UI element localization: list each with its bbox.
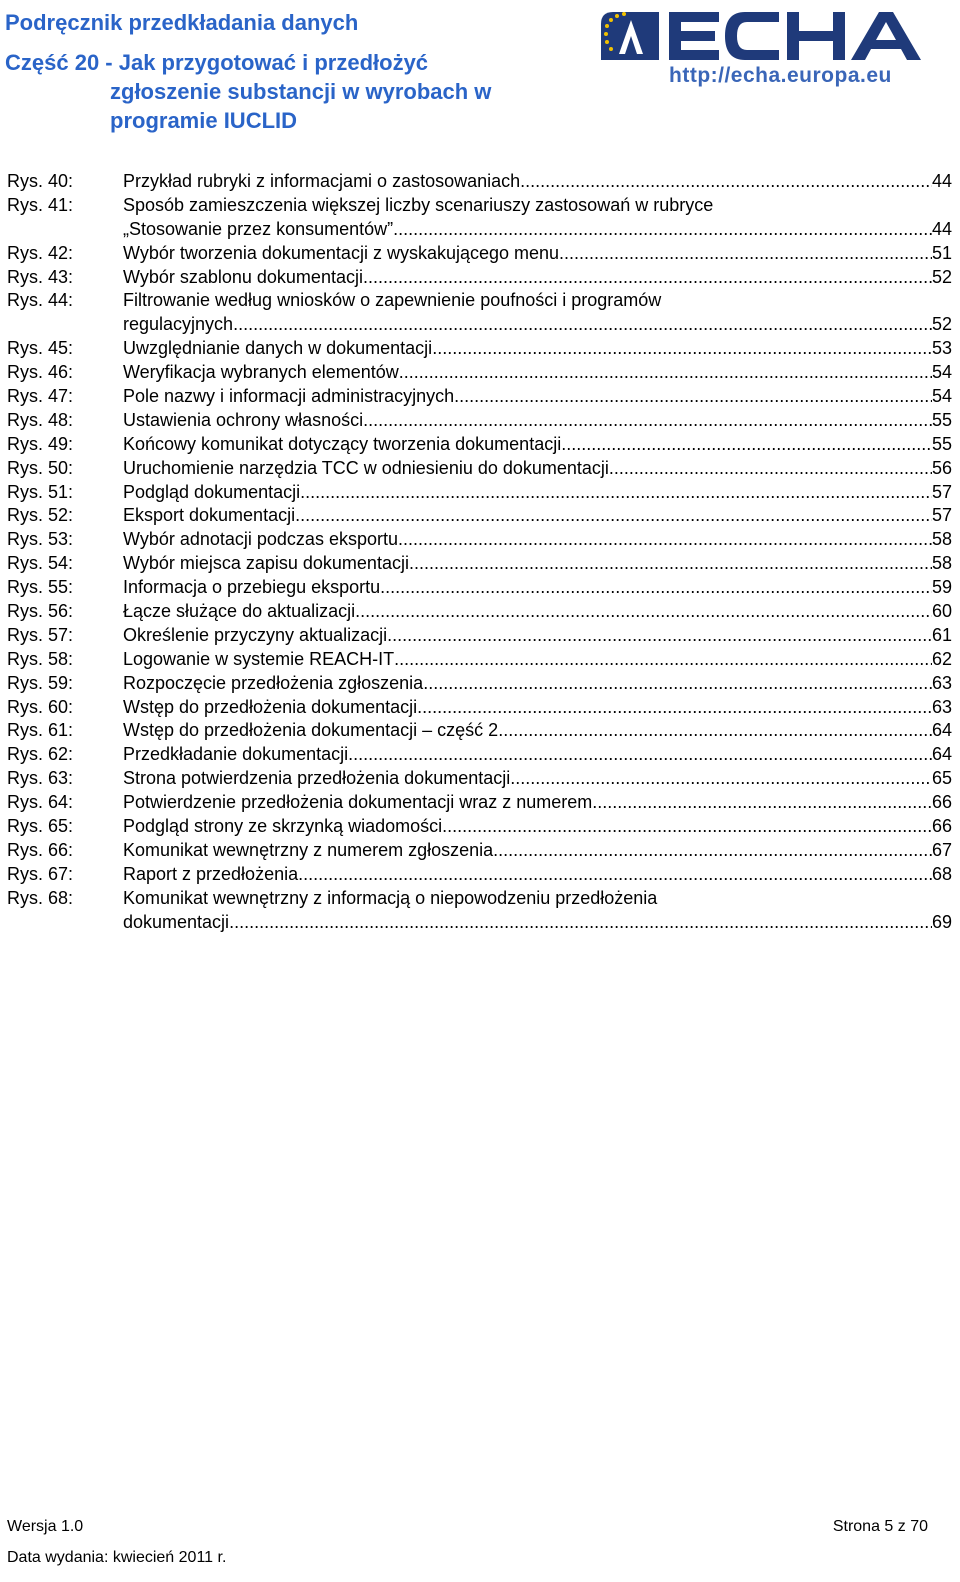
toc-entry-title: Łącze służące do aktualizacji [123, 601, 356, 622]
toc-page-number: 57 [931, 505, 952, 526]
toc-entry-title: Wybór tworzenia dokumentacji z wyskakującego menu [123, 242, 560, 263]
toc-entry-label: Rys. 48: [7, 409, 74, 430]
toc-entry-title: Strona potwierdzenia przedłożenia dokumentacji [123, 768, 511, 789]
toc-page-number: 54 [931, 386, 952, 407]
toc-entry-label: Rys. 64: [7, 792, 74, 813]
toc-entry[interactable] [0, 528, 960, 552]
toc-entry-title: Przykład rubryki z informacjami o zastosowaniach [123, 171, 521, 191]
toc-entry[interactable] [0, 266, 960, 290]
toc-entry-title: Rozpoczęcie przedłożenia zgłoszenia [123, 672, 424, 693]
toc-dot-leader [561, 433, 932, 457]
toc-entry-title: Komunikat wewnętrzny z informacją o niepowodzeniu przedłożenia [123, 887, 658, 908]
toc-entry[interactable] [0, 887, 960, 935]
toc-entry-title: Filtrowanie według wniosków o zapewnienie poufności i programów [123, 290, 662, 311]
toc-entry-title: Określenie przyczyny aktualizacji [123, 624, 388, 645]
toc-entry[interactable] [0, 719, 960, 743]
toc-entry-label: Rys. 47: [7, 386, 74, 407]
toc-page-number: 62 [931, 648, 952, 669]
toc-dot-leader [348, 743, 932, 767]
toc-dot-leader [298, 863, 932, 887]
toc-page-number: 66 [931, 816, 952, 837]
toc-entry[interactable] [0, 767, 960, 791]
echa-url: http://echa.europa.eu [669, 64, 892, 87]
toc-entry-label: Rys. 40: [7, 171, 74, 191]
toc-entry-label: Rys. 44: [7, 290, 74, 311]
toc-entry-label: Rys. 50: [7, 457, 74, 478]
toc-dot-leader [559, 242, 932, 266]
toc-page-number: 44 [931, 218, 952, 239]
toc-page-number: 53 [931, 338, 952, 359]
toc-dot-leader [295, 504, 932, 528]
toc-entry-title: Wybór szablonu dokumentacji [123, 266, 363, 287]
toc-entry-label: Rys. 45: [7, 338, 74, 359]
toc-dot-leader [409, 552, 932, 576]
toc-entry[interactable] [0, 170, 960, 194]
toc-entry-label: Rys. 43: [7, 266, 74, 287]
toc-entry-title: dokumentacji [123, 911, 230, 932]
toc-dot-leader [393, 218, 932, 242]
toc-entry-title: Końcowy komunikat dotyczący tworzenia dokumentacji [123, 433, 562, 454]
toc-dot-leader [394, 648, 932, 672]
toc-dot-leader [233, 313, 932, 337]
toc-entry-title: Weryfikacja wybranych elementów [123, 362, 399, 383]
list-of-figures [0, 170, 960, 935]
toc-page-number: 63 [931, 696, 952, 717]
toc-entry-label: Rys. 63: [7, 768, 74, 789]
toc-entry-title: Ustawienia ochrony własności [123, 409, 364, 430]
toc-dot-leader [520, 170, 932, 194]
toc-entry[interactable] [0, 289, 960, 337]
toc-entry-label: Rys. 49: [7, 433, 74, 454]
toc-entry-label: Rys. 68: [7, 887, 74, 908]
toc-dot-leader [229, 911, 932, 935]
toc-entry-label: Rys. 62: [7, 744, 74, 765]
toc-entry-label: Rys. 67: [7, 863, 74, 884]
toc-entry-title: Potwierdzenie przedłożenia dokumentacji wraz z numerem [123, 792, 593, 813]
toc-dot-leader [387, 624, 932, 648]
toc-entry[interactable] [0, 457, 960, 481]
toc-entry-label: Rys. 55: [7, 577, 74, 598]
toc-page-number: 51 [931, 242, 952, 263]
toc-entry-title: Wstęp do przedłożenia dokumentacji [123, 696, 418, 717]
toc-entry-label: Rys. 51: [7, 481, 74, 502]
toc-entry-title: Eksport dokumentacji [123, 505, 296, 526]
toc-entry[interactable] [0, 743, 960, 767]
toc-entry-label: Rys. 42: [7, 242, 74, 263]
toc-entry-title: Sposób zamieszczenia większej liczby scenariuszy zastosowań w rubryce [123, 194, 714, 215]
toc-dot-leader [398, 528, 932, 552]
toc-dot-leader [355, 600, 932, 624]
toc-entry-label: Rys. 65: [7, 816, 74, 837]
toc-entry-label: Rys. 53: [7, 529, 74, 550]
toc-page-number: 68 [931, 863, 952, 884]
document-subtitle-line3: programie IUCLID [110, 108, 298, 133]
toc-entry[interactable] [0, 624, 960, 648]
toc-page-number: 69 [931, 911, 952, 932]
toc-dot-leader [498, 719, 932, 743]
page-header [0, 0, 960, 150]
toc-entry-label: Rys. 57: [7, 624, 74, 645]
toc-dot-leader [300, 481, 932, 505]
toc-entry[interactable] [0, 194, 960, 242]
toc-entry-label: Rys. 61: [7, 720, 74, 741]
toc-entry[interactable] [0, 672, 960, 696]
toc-page-number: 63 [931, 672, 952, 693]
toc-entry[interactable] [0, 481, 960, 505]
toc-page-number: 44 [931, 171, 952, 191]
toc-entry[interactable] [0, 839, 960, 863]
toc-entry[interactable] [0, 409, 960, 433]
toc-entry-label: Rys. 58: [7, 648, 74, 669]
toc-page-number: 64 [931, 720, 952, 741]
toc-dot-leader [493, 839, 932, 863]
toc-entry-title: Pole nazwy i informacji administracyjnych [123, 386, 455, 407]
toc-entry-title: Wybór adnotacji podczas eksportu [123, 529, 398, 550]
toc-entry-title: Uruchomienie narzędzia TCC w odniesieniu do dokumentacji [123, 457, 609, 478]
toc-page-number: 65 [931, 768, 952, 789]
toc-page-number: 59 [931, 577, 952, 598]
toc-entry[interactable] [0, 648, 960, 672]
toc-entry-label: Rys. 54: [7, 553, 74, 574]
toc-entry[interactable] [0, 504, 960, 528]
toc-entry[interactable] [0, 600, 960, 624]
toc-dot-leader [423, 672, 932, 696]
toc-entry-title: Uwzględnianie danych w dokumentacji [123, 338, 433, 359]
toc-page-number: 57 [931, 481, 952, 502]
toc-entry-title: Raport z przedłożenia [123, 863, 299, 884]
document-subtitle-line1: Część 20 - Jak przygotować i przedłożyć [5, 50, 429, 75]
toc-entry-title: Wybór miejsca zapisu dokumentacji [123, 553, 409, 574]
toc-entry[interactable] [0, 337, 960, 361]
toc-entry-title: Podgląd strony ze skrzynką wiadomości [123, 816, 443, 837]
toc-entry[interactable] [0, 433, 960, 457]
echa-logo-mark-icon [597, 6, 957, 66]
toc-dot-leader [399, 361, 932, 385]
toc-entry-label: Rys. 46: [7, 362, 74, 383]
toc-entry[interactable] [0, 696, 960, 720]
toc-page-number: 54 [931, 362, 952, 383]
toc-entry-title: Logowanie w systemie REACH-IT [123, 648, 395, 669]
toc-dot-leader [363, 266, 932, 290]
toc-entry-label: Rys. 60: [7, 696, 74, 717]
toc-entry[interactable] [0, 791, 960, 815]
toc-entry[interactable] [0, 863, 960, 887]
toc-page-number: 55 [931, 433, 952, 454]
toc-entry-label: Rys. 56: [7, 601, 74, 622]
toc-dot-leader [592, 791, 932, 815]
toc-dot-leader [442, 815, 932, 839]
toc-entry[interactable] [0, 361, 960, 385]
toc-page-number: 55 [931, 409, 952, 430]
toc-entry[interactable] [0, 385, 960, 409]
toc-page-number: 56 [931, 457, 952, 478]
toc-page-number: 52 [931, 266, 952, 287]
toc-entry[interactable] [0, 815, 960, 839]
toc-entry[interactable] [0, 242, 960, 266]
toc-dot-leader [380, 576, 932, 600]
toc-entry-label: Rys. 52: [7, 505, 74, 526]
footer-date: Data wydania: kwiecień 2011 r. [7, 1549, 227, 1566]
toc-entry-label: Rys. 59: [7, 672, 74, 693]
echa-logo [597, 6, 957, 92]
toc-entry-title: regulacyjnych [123, 314, 234, 335]
toc-dot-leader [363, 409, 932, 433]
toc-entry-title: Podgląd dokumentacji [123, 481, 301, 502]
toc-page-number: 58 [931, 529, 952, 550]
footer-page-number: Strona 5 z 70 [832, 1518, 928, 1535]
toc-entry-title: Przedkładanie dokumentacji [123, 744, 349, 765]
toc-dot-leader [454, 385, 932, 409]
toc-page-number: 67 [931, 839, 952, 860]
toc-page-number: 58 [931, 553, 952, 574]
toc-dot-leader [609, 457, 932, 481]
document-title: Podręcznik przedkładania danych [5, 10, 359, 35]
footer-version: Wersja 1.0 [7, 1518, 84, 1535]
toc-page-number: 61 [931, 624, 952, 645]
toc-entry[interactable] [0, 552, 960, 576]
toc-dot-leader [432, 337, 932, 361]
toc-entry-title: Informacja o przebiegu eksportu [123, 577, 381, 598]
toc-entry-title: Wstęp do przedłożenia dokumentacji – część 2 [123, 720, 499, 741]
toc-dot-leader [510, 767, 932, 791]
toc-page-number: 64 [931, 744, 952, 765]
toc-entry-title: „Stosowanie przez konsumentów” [123, 218, 394, 239]
toc-page-number: 52 [931, 314, 952, 335]
toc-page-number: 60 [931, 601, 952, 622]
toc-entry[interactable] [0, 576, 960, 600]
toc-entry-label: Rys. 41: [7, 194, 74, 215]
toc-entry-label: Rys. 66: [7, 839, 74, 860]
toc-page-number: 66 [931, 792, 952, 813]
toc-dot-leader [417, 696, 932, 720]
toc-entry-title: Komunikat wewnętrzny z numerem zgłoszenia [123, 839, 494, 860]
document-subtitle-line2: zgłoszenie substancji w wyrobach w [110, 79, 492, 104]
